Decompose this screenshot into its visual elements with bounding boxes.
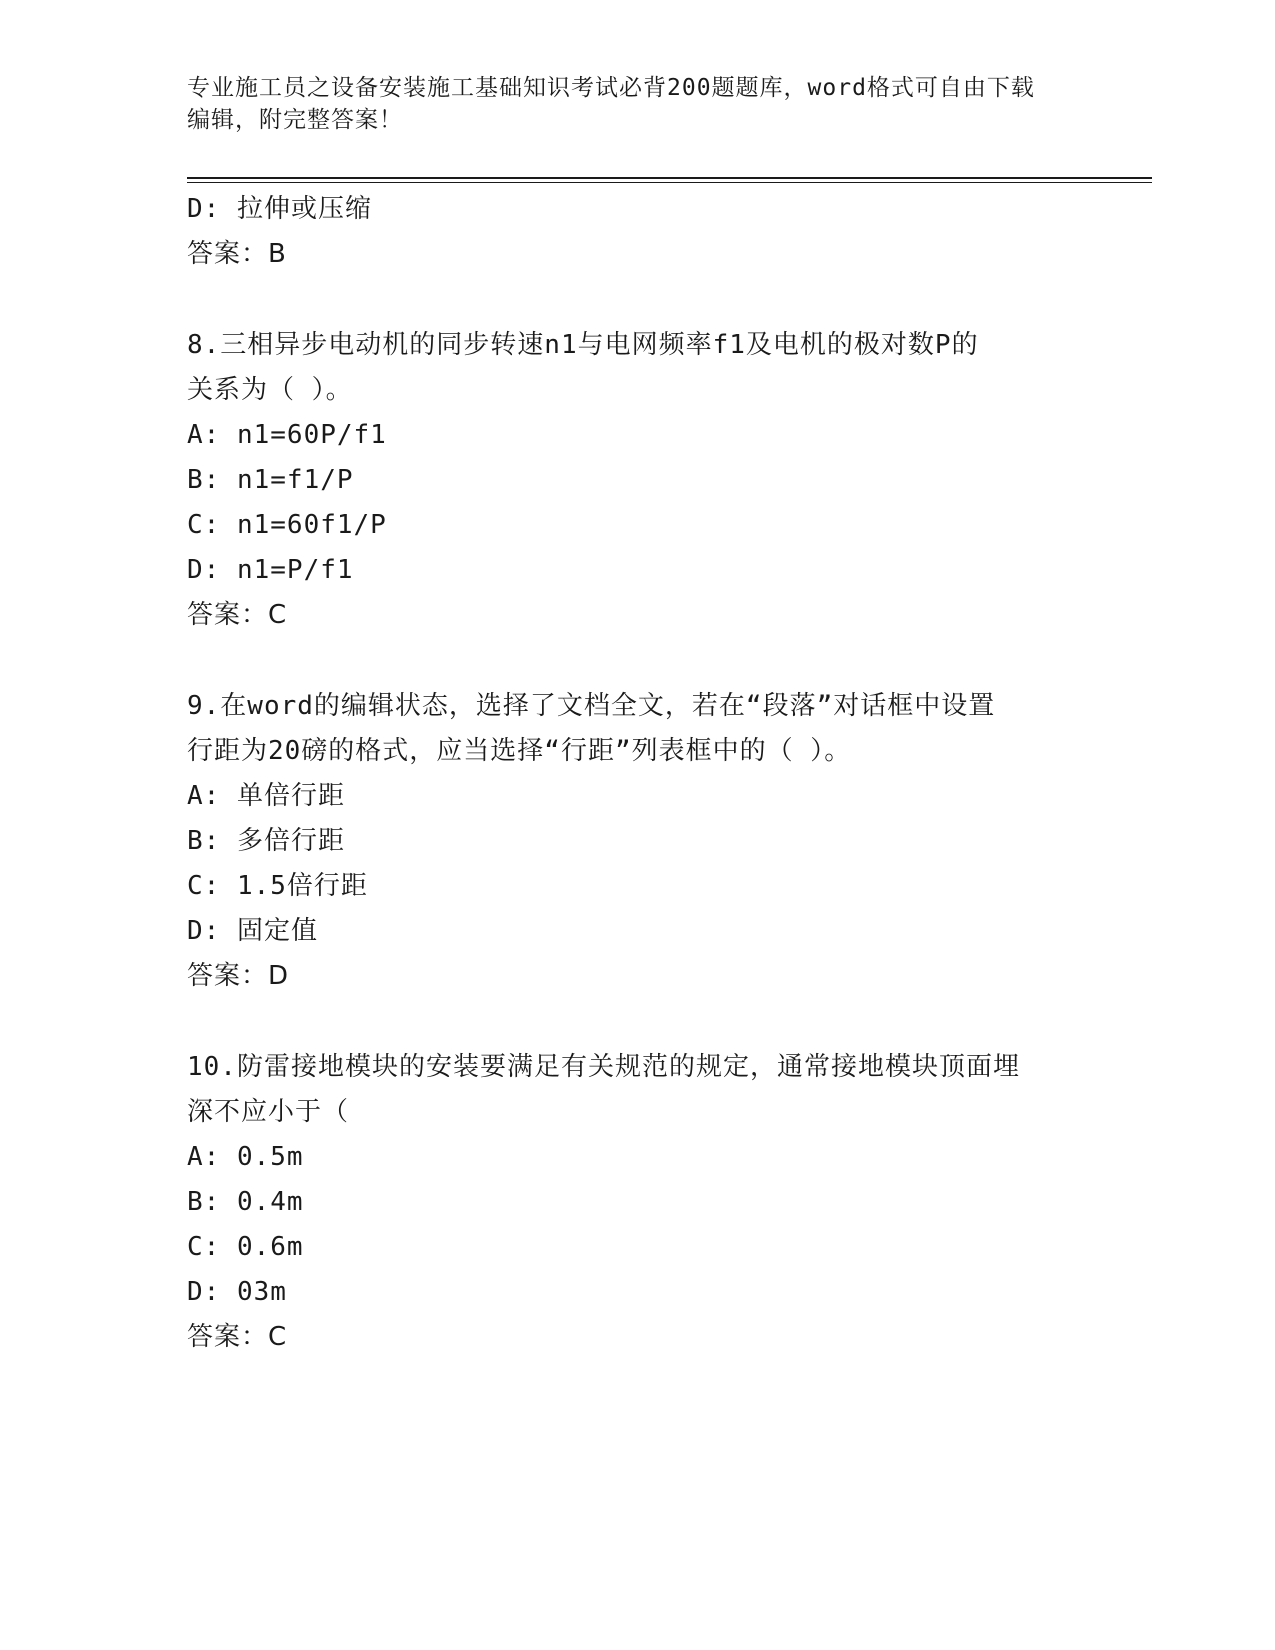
option-c: C: 1.5倍行距	[187, 871, 368, 901]
question-stem: 10.防雷接地模块的安装要满足有关规范的规定，通常接地模块顶面埋	[187, 1052, 1020, 1082]
document-header	[187, 72, 1067, 136]
question-9	[187, 684, 1087, 999]
option-d: D: 拉伸或压缩	[187, 194, 372, 224]
header-title-line1: 专业施工员之设备安装施工基础知识考试必背200题题库，word格式可自由下载	[187, 75, 1035, 101]
header-divider-thin	[187, 182, 1152, 183]
question-stem: 9.在word的编辑状态，选择了文档全文，若在“段落”对话框中设置	[187, 691, 996, 721]
header-divider	[187, 177, 1152, 179]
question-8	[187, 323, 1087, 638]
answer-line: 答案：C	[187, 1322, 288, 1352]
answer-line: 答案：C	[187, 600, 288, 630]
question-10	[187, 1045, 1087, 1360]
question-stem: 行距为20磅的格式，应当选择“行距”列表框中的（ ）。	[187, 736, 852, 766]
prev-question-tail	[187, 187, 1087, 277]
question-stem: 8.三相异步电动机的同步转速n1与电网频率f1及电机的极对数P的	[187, 330, 979, 360]
option-a: A: n1=60P/f1	[187, 420, 387, 450]
question-list	[187, 187, 1087, 1360]
answer-line: 答案：B	[187, 239, 287, 269]
option-d: D: n1=P/f1	[187, 555, 354, 585]
question-stem: 关系为（ ）。	[187, 375, 353, 405]
option-d: D: 03m	[187, 1277, 287, 1307]
question-stem: 深不应小于（	[187, 1097, 350, 1127]
option-d: D: 固定值	[187, 916, 318, 946]
option-a: A: 单倍行距	[187, 781, 345, 811]
option-b: B: 0.4m	[187, 1187, 304, 1217]
header-title-line2: 编辑，附完整答案！	[187, 107, 403, 133]
option-b: B: 多倍行距	[187, 826, 345, 856]
option-c: C: 0.6m	[187, 1232, 304, 1262]
option-b: B: n1=f1/P	[187, 465, 354, 495]
option-c: C: n1=60f1/P	[187, 510, 387, 540]
answer-line: 答案：D	[187, 961, 290, 991]
option-a: A: 0.5m	[187, 1142, 304, 1172]
